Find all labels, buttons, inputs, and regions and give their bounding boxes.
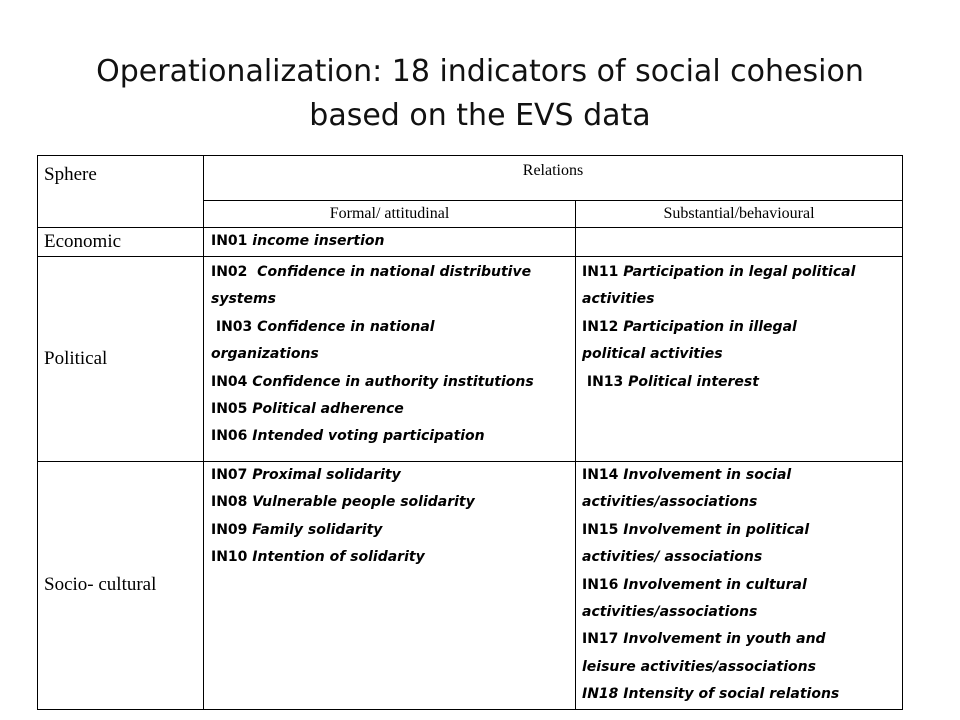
relations-header: Relations [204,156,903,201]
formal-attitudinal-header: Formal/ attitudinal [204,201,576,228]
title-line-1: Operationalization: 18 indicators of social cohesion [96,54,864,89]
row-political [38,257,903,462]
row-economic [38,228,903,257]
indicator-item: IN07 Proximal solidarity [211,467,401,483]
indicator-item-cont: activities/associations [582,604,758,621]
indicator-item: IN08 Vulnerable people solidarity [211,494,475,511]
socio-cultural-substantial-cell [576,462,903,710]
substantial-behavioural-header: Substantial/behavioural [576,201,903,228]
economic-substantial-cell [576,228,903,257]
political-formal-cell [204,257,576,462]
political-substantial-cell [576,257,903,462]
indicator-item-cont: activities/ associations [582,549,763,566]
indicator-item: IN01 income insertion [211,233,385,249]
header-row-1 [38,156,903,201]
indicator-item: IN05 Political adherence [211,401,404,418]
indicator-item: IN04 Confidence in authority institutions [211,373,534,390]
socio-cultural-formal-cell [204,462,576,710]
sphere-socio-cultural: Socio- cultural [38,462,204,710]
indicator-item: IN06 Intended voting participation [211,428,485,445]
sphere-economic: Economic [38,228,204,257]
row-socio-cultural [38,462,903,710]
indicator-item-cont: activities [582,291,655,308]
indicator-item: IN02 Confidence in national distributive [211,264,532,280]
indicator-item: IN12 Participation in illegal [582,318,797,335]
indicator-item: IN03 Confidence in national [215,318,435,335]
indicator-item: IN17 Involvement in youth and [582,631,826,648]
indicator-item: IN11 Participation in legal political [582,264,856,280]
indicator-item-cont: activities/associations [582,494,758,511]
indicator-item-cont: organizations [211,346,319,363]
sphere-political: Political [38,257,204,462]
indicator-item: IN15 Involvement in political [582,521,810,538]
economic-formal-cell [204,228,576,257]
indicator-item: IN13 Political interest [586,373,759,390]
title-line-2: based on the EVS data [309,98,651,133]
sphere-header: Sphere [38,156,204,228]
indicator-item: IN09 Family solidarity [211,521,383,538]
indicator-item: IN14 Involvement in social [582,467,792,483]
slide-title [60,50,900,138]
indicators-table [37,155,903,710]
indicator-item: IN10 Intention of solidarity [211,549,425,566]
indicator-item: IN16 Involvement in cultural [582,576,807,593]
indicator-item-cont: leisure activities/associations [582,658,816,675]
indicator-item-cont: political activities [582,346,723,363]
indicator-item: IN18 Intensity of social relations [582,686,840,703]
indicator-item-cont: systems [211,291,276,308]
